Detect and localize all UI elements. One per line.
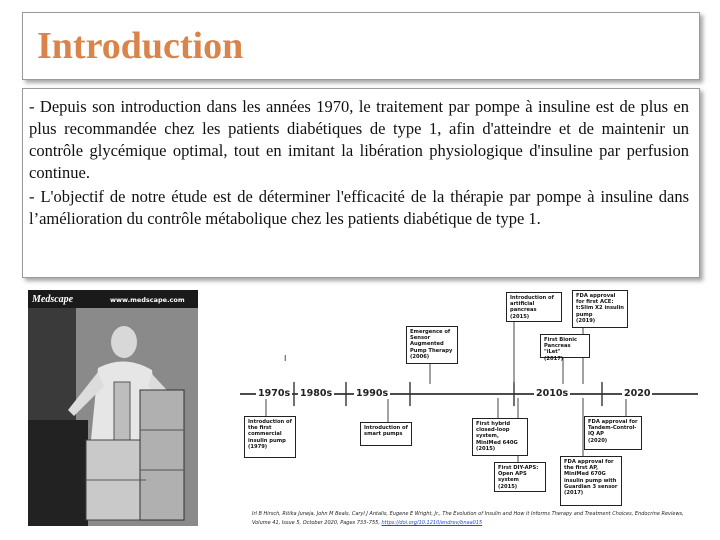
- event-title: Introduction of smart pumps: [364, 425, 408, 438]
- event-diy-aps: [494, 462, 546, 492]
- event-year: (2015): [498, 483, 518, 490]
- event-year: (1979): [248, 443, 268, 450]
- timeline-citation: [252, 510, 692, 528]
- event-year: (2020): [588, 437, 608, 444]
- event-title: FDA approval for first ACE: t:Slim X2 insulin pump: [576, 293, 624, 318]
- event-tandem-control-iq: [584, 416, 642, 450]
- event-fda-tslim-x2: [572, 290, 628, 328]
- event-minimed-640g: [472, 418, 528, 456]
- decade-1970s: 1970s: [258, 388, 291, 399]
- historic-insulin-pump-photo: [28, 290, 198, 526]
- event-first-commercial-pump: [244, 416, 296, 458]
- insulin-pump-timeline: [228, 288, 712, 538]
- medscape-brand: Medscape: [32, 294, 74, 305]
- event-bionic-pancreas: [540, 334, 590, 362]
- event-sensor-augmented-pump: [406, 326, 458, 364]
- event-artificial-pancreas: [506, 292, 562, 322]
- slide-title: Introduction: [37, 25, 244, 67]
- event-year: (2017): [544, 355, 564, 362]
- event-smart-pumps: [360, 422, 412, 446]
- event-title: First Bionic Pancreas "iLet": [544, 337, 578, 356]
- medscape-url: www.medscape.com: [110, 296, 185, 304]
- paragraph-2: - L'objectif de notre étude est de déterminer l'efficacité de la thérapie par pompe à insuline dans l’amélioration du contrôle métabolique chez les patients diabétique de type 1.: [29, 187, 689, 228]
- event-title: First DIY-APS: Open APS system: [498, 465, 539, 484]
- event-title: FDA approval for the first AP, MiniMed 670G insulin pump with Guardian 3 sensor: [564, 459, 618, 490]
- event-title: FDA approval for Tandem-Control-IQ AP: [588, 419, 638, 438]
- event-year: (2017): [564, 490, 584, 497]
- event-title: Emergence of Sensor Augmented Pump Therapy: [410, 329, 453, 354]
- decade-2010s: 2010s: [536, 388, 569, 399]
- photo-illustration: [28, 290, 198, 526]
- event-year: (2019): [576, 317, 596, 324]
- event-title: Introduction of the first commercial insulin pump: [248, 419, 292, 444]
- event-year: (2015): [476, 445, 496, 452]
- paragraph-1: - Depuis son introduction dans les années 1970, le traitement par pompe à insuline est de plus en plus recommandée chez les patients diabétiques de type 1, afin d'atteindre et de maintenir un contrôle glycémique optimal, tout en imitant la libération physiologique d'insuline par perfusion continue.: [29, 97, 689, 182]
- timeline-lines: [228, 288, 712, 538]
- citation-doi-link[interactable]: https://doi.org/10.1210/endrev/bnaa015: [381, 520, 483, 526]
- decade-1980s: 1980s: [300, 388, 333, 399]
- event-year: (2015): [510, 313, 530, 320]
- decade-1990s: 1990s: [356, 388, 389, 399]
- timeline-tick-mark: I: [284, 354, 287, 363]
- decade-2020: 2020: [624, 388, 651, 399]
- event-year: (2006): [410, 353, 430, 360]
- event-title: First hybrid closed-loop system, MiniMed 640G: [476, 421, 518, 446]
- body-text-box: [22, 88, 700, 278]
- citation-text: Irl B Hirsch, Ritika Juneja, John M Beals, Caryl J Antalis, Eugene E Wright, Jr., The Evolution of Insulin and How it Informs Therapy and Treatment Choices, Endocrine Reviews, Volume 41, Issue 5, October 2020, Pages 733–755,: [252, 511, 684, 526]
- title-box: [22, 12, 700, 80]
- event-minimed-670g: [560, 456, 622, 506]
- event-title: Introduction of artificial pancreas: [510, 295, 554, 314]
